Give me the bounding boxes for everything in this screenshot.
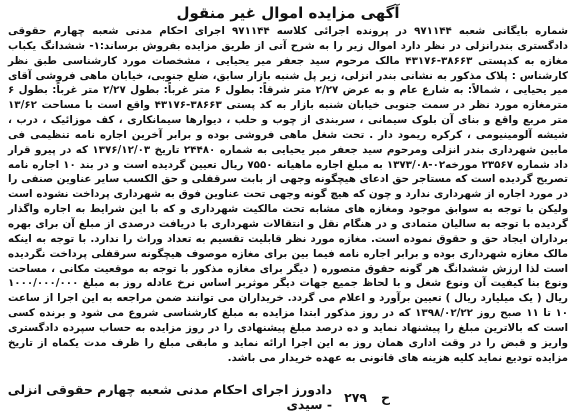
footer-code-number: ۲۷۹ xyxy=(344,389,367,405)
footer-code-letter: ح xyxy=(380,389,390,405)
notice-title: آگهی مزایده اموال غیر منقول xyxy=(176,4,400,22)
footer-issuer: دادورز اجرای احکام مدنی شعبه چهارم حقوقی انزلی - سیدی xyxy=(7,382,333,412)
notice-body: شماره بایگانی شعبه ۹۷۱۱۴۴ در پرونده اجرائی کلاسه ۹۷۱۱۴۴ اجرای احکام مدنی شعبه چهارم حقوقی دادگستری بندرانزلی در نظر دارد اموال زیر را به شرح آتی از طریق مزایده بفروش برساند:۱- ششدانگ یکباب مغازه به کدپستی ۳۸۶۶۳-۴۳۱۷۶ مالک مرحوم سید جعفر میر یحیایی ، مشخصات مورد کارشناسی طبق نظر کارشناس : پلاک مذکور به نشانی بندر انزلی، زیر پل شنبه بازار سابق، ضلع جنوبی، خیابان ماهی فروشی آقای میر یحیایی ، شمالاً: به شارع عام و به عرض ۲/۲۷ متر شرقاً: بطول ۶ متر غرباً: بطول ۲/۲۷ متر غرباً: بطول ۶ مترمغازه مورد نظر در سمت جنوبی خیابان شنبه بازار به کد پستی ۳۸۶۶۳-۴۳۱۷۶ واقع است با مساحت ۱۳/۶۲ متر مربع واقع و بنای آن بلوک سیمانی ، سربندی از چوب و حلب ، دیوارها سیمانکاری ، کف موزائیک ، درب ، شیشه آلومینیومی ، کرکره ریمود دار . تحت شغل ماهی فروشی بوده و برابر آخرین اجاره نامه تنظیمی فی مابین شهرداری بندر انزلی ومرحوم سید جعفر میر یحیایی به شماره ۲۴۴۸۰ تاریخ ۱۳۷۶/۱۲/۰۳ که در پیرو قرار داد شماره ۲۳۵۶۷ مورخه۰۲-۱۳۷۳/۰۸ به مبلغ اجاره ماهیانه ۷۵۵۰ ریال تعیین گردیده است و در بند ۱۰ اجاره نامه تصریح گردیده است که مستاجر حق ادعای هیچگونه وجهی از بابت سرقفلی و حق الکسب سایر عناوین صنفی را در مورد اجاره از شهرداری ندارد و چون که هیچ گونه وجهی تحت عناوین فوق به شهرداری پرداخت نشوده است ولیکن با توجه به سوابق موجود ومغازه های مشابه تحت مالکیت شهرداری و که با این شرایط به اجاره واگذار گردیده با توجه به سالیان متمادی و در هنگام نقل و انتقالات شهرداری با دریافت درصدی از مبلغ آن برای بهره برداران ایجاد حق و حقوق نموده است. مغازه مورد نظر قابلیت تقسیم به تعداد وراث را ندارد. با توجه به اینکه مالک مغازه شهرداری بوده و برابر اجاره نامه فیما بین برای مغازه موصوف هیچگونه سرقفلی پرداخت نگردیده است لذا ارزش ششدانگ هر گونه حقوق متصوره ( دیگر برای مغازه مذکور با توجه به موقعیت مکانی ، مساحت ونوع بنا کیفیت آن ونوع شغل و با لحاظ جمیع جهات دیگر موثربر اساس نرخ عادله روز به مبلغ ۱۰۰۰/۰۰۰/۰۰۰ ریال ( یک میلیارد ریال ) تعیین برآورد و اعلام می گردد. خریداران می توانند ضمن مراجعه به این اجرا از ساعت ۱۰ تا ۱۱ صبح روز ۱۳۹۸/۰۲/۲۲ که در روز مذکور ابتدا مزایده به مبلغ کارشناسی شروع می شود و برنده کسی است که بالاترین مبلغ را پیشنهاد نماید و ده درصد مبلغ پیشنهادی را در روز مزایده به حساب سپرده دادگستری واریز و قبض را در وقت اداری همان روز به این اجرا ارائه نماید و مابقی مبلغ را ظرف مدت یکماه از تاریخ مزایده تودیع نماید کلیه هزینه های قانونی به عهده خریدار می باشد. xyxy=(8,25,569,364)
notice-footer xyxy=(6,382,570,412)
auction-notice xyxy=(6,0,570,412)
